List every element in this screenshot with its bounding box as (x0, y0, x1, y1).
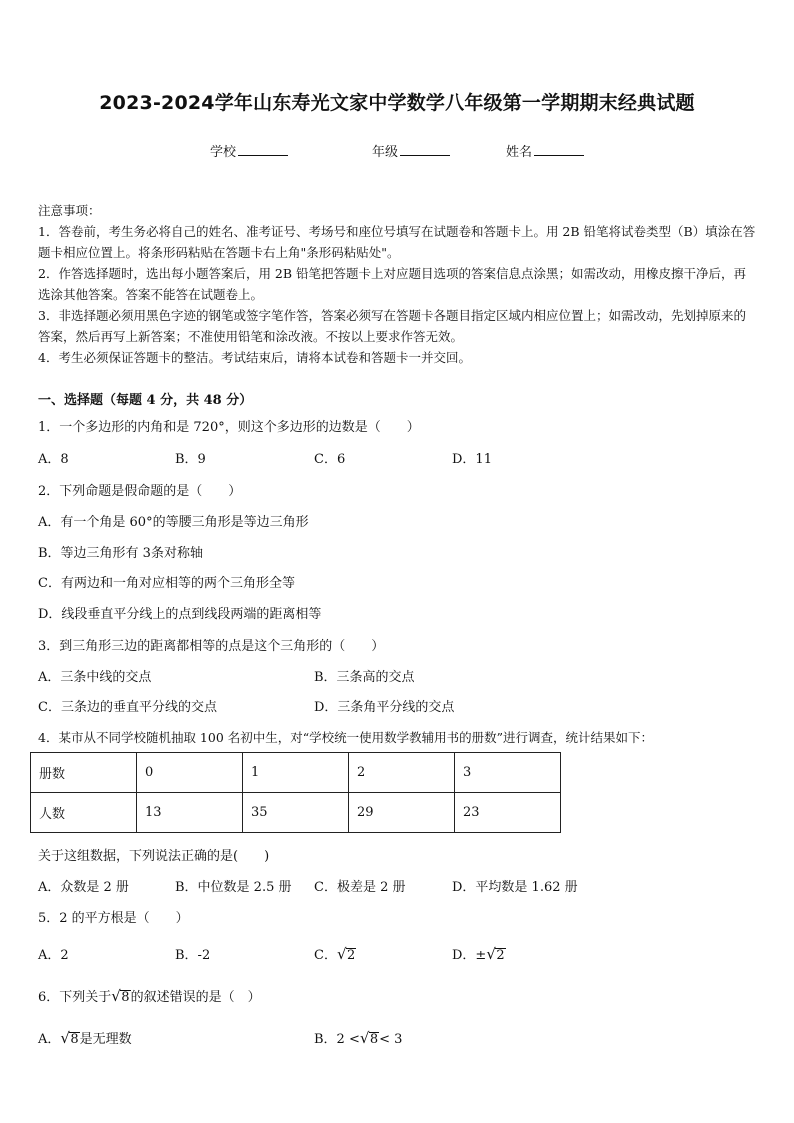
section-heading: 一、选择题（每题 4 分，共 48 分） (38, 393, 253, 408)
q5-option-a: A．2 (38, 948, 69, 963)
sqrt-expression: √ 2 (486, 945, 505, 963)
table-cell: 13 (137, 793, 243, 833)
grade-blank[interactable] (400, 143, 450, 156)
table-cell: 35 (243, 793, 349, 833)
q3-option-a: A．三条中线的交点 (38, 670, 152, 685)
question-2-stem: 2．下列命题是假命题的是（ ） (38, 484, 242, 499)
notice-item-2: 2．作答选择题时，选出每小题答案后，用 2B 铅笔把答题卡上对应题目选项的答案信息点涂黑；如需改动，用橡皮擦干净后，再选涂其他答案。答案不能答在试题卷上。 (38, 266, 747, 302)
notice-heading: 注意事项： (38, 203, 101, 218)
q3-option-c: C．三条边的垂直平分线的交点 (38, 700, 217, 715)
q3-option-b: B．三条高的交点 (314, 670, 415, 685)
table-cell: 0 (137, 753, 243, 793)
q2-option-a: A．有一个角是 60°的等腰三角形是等边三角形 (38, 515, 309, 530)
school-blank[interactable] (238, 143, 288, 156)
table-cell: 3 (455, 753, 561, 793)
sqrt-expression: √ 8 (359, 1029, 379, 1047)
q2-option-b: B．等边三角形有 3条对称轴 (38, 546, 203, 561)
q2-option-c: C．有两边和一角对应相等的两个三角形全等 (38, 576, 295, 591)
data-table (30, 752, 561, 833)
q5-option-d: D．± √ 2 (452, 945, 505, 963)
grade-field: 年级 (372, 141, 450, 160)
sqrt-expression: √ 8 (111, 987, 130, 1005)
q1-option-c: C．6 (314, 452, 346, 467)
table-row (31, 793, 561, 833)
question-3-stem: 3．到三角形三边的距离都相等的点是这个三角形的（ ） (38, 639, 385, 654)
table-cell: 23 (455, 793, 561, 833)
table-cell: 册数 (31, 753, 137, 793)
q1-option-b: B．9 (175, 452, 206, 467)
q6-option-b: B．2 < √ 8< 3 (314, 1029, 403, 1047)
table-cell: 1 (243, 753, 349, 793)
notice-item-1: 1．答卷前，考生务必将自己的姓名、准考证号、考场号和座位号填写在试题卷和答题卡上。用 2B 铅笔将试卷类型（B）填涂在答题卡相应位置上。将条形码粘贴在答题卡右上角"条形码粘贴处"。 (38, 224, 756, 260)
question-6-stem: 6．下列关于 √ 8的叙述错误的是（ ） (38, 987, 261, 1005)
notice-item-3: 3．非选择题必须用黑色字迹的钢笔或签字笔作答，答案必须写在答题卡各题目指定区域内相应位置上；如需改动，先划掉原来的答案，然后再写上新答案；不准使用铅笔和涂改液。不按以上要求作答无效。 (38, 308, 746, 344)
q3-option-d: D．三条角平分线的交点 (314, 700, 455, 715)
question-5-stem: 5．2 的平方根是（ ） (38, 911, 189, 926)
page-title: 2023-2024学年山东寿光文家中学数学八年级第一学期期末经典试题 (99, 92, 695, 114)
table-cell: 29 (349, 793, 455, 833)
table-row (31, 753, 561, 793)
q5-option-b: B．-2 (175, 948, 211, 963)
q2-option-d: D．线段垂直平分线上的点到线段两端的距离相等 (38, 607, 322, 622)
notice-item-4: 4．考生必须保证答题卡的整洁。考试结束后，请将本试卷和答题卡一并交回。 (38, 350, 471, 365)
table-cell: 人数 (31, 793, 137, 833)
q5-option-c: C． √ 2 (314, 945, 356, 963)
table-cell: 2 (349, 753, 455, 793)
school-field: 学校 (210, 141, 288, 160)
q4-option-b: B．中位数是 2.5 册 (175, 880, 292, 895)
name-blank[interactable] (534, 143, 584, 156)
q4-option-d: D．平均数是 1.62 册 (452, 880, 578, 895)
q1-option-d: D．11 (452, 452, 492, 467)
q4-option-c: C．极差是 2 册 (314, 880, 406, 895)
q1-option-a: A．8 (38, 452, 69, 467)
q6-option-a: A． √ 8是无理数 (38, 1029, 132, 1047)
question-4-followup: 关于这组数据，下列说法正确的是( ) (38, 849, 270, 864)
q4-option-a: A．众数是 2 册 (38, 880, 129, 895)
sqrt-expression: √ 8 (60, 1029, 79, 1047)
question-1-stem: 1．一个多边形的内角和是 720°，则这个多边形的边数是（ ） (38, 420, 420, 435)
sqrt-expression: √ 2 (336, 945, 356, 963)
question-4-stem: 4．某市从不同学校随机抽取 100 名初中生，对“学校统一使用数学教辅用书的册数”进行调查，统计结果如下： (38, 730, 654, 745)
name-field: 姓名 (506, 141, 584, 160)
